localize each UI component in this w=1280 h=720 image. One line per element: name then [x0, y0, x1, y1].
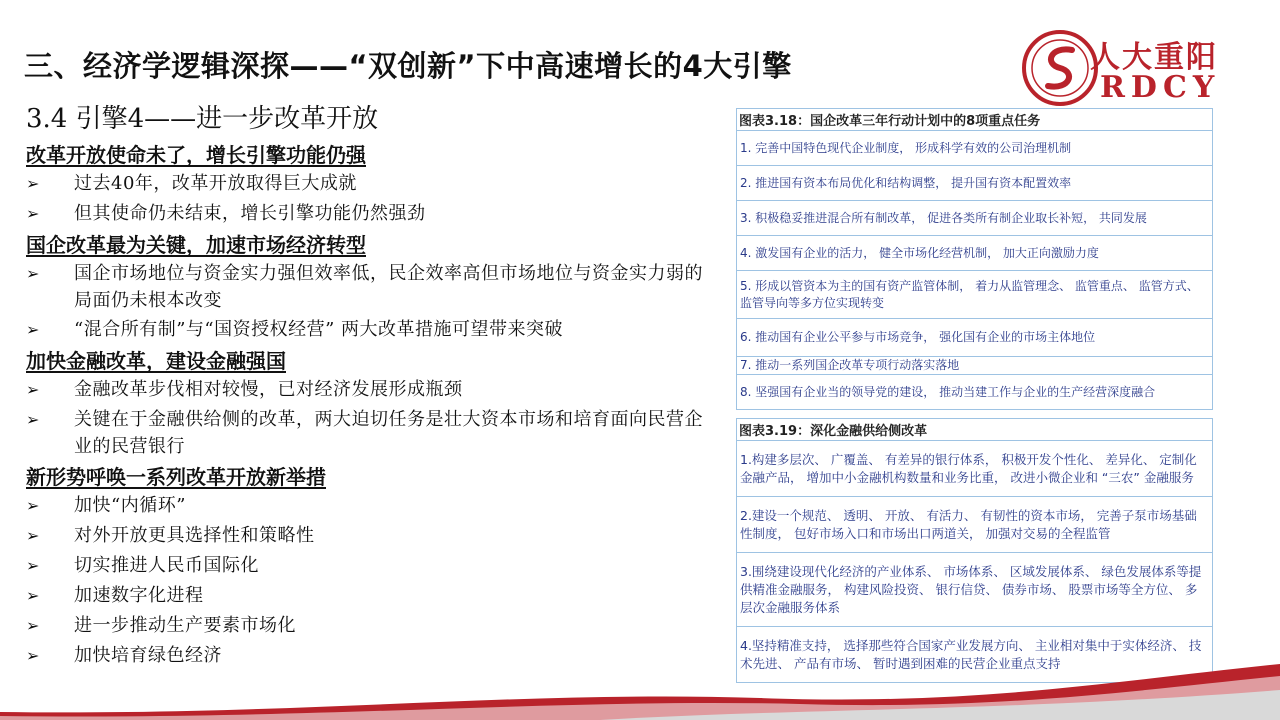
bullet-item: ➢ 过去40年，改革开放取得巨大成就 [26, 170, 706, 200]
slide-title: 三、经济学逻辑深探——“双创新”下中高速增长的4大引擎 [24, 49, 792, 83]
arrow-bullet-icon: ➢ [26, 380, 40, 399]
arrow-bullet-icon: ➢ [26, 320, 40, 339]
section-heading: 新形势呼唤一系列改革开放新举措 [26, 465, 326, 489]
arrow-bullet-icon: ➢ [26, 616, 40, 635]
bullet-item: ➢ 对外开放更具选择性和策略性 [26, 522, 706, 552]
arrow-bullet-icon: ➢ [26, 556, 40, 575]
arrow-bullet-icon: ➢ [26, 264, 40, 283]
arrow-bullet-icon: ➢ [26, 586, 40, 605]
logo-chinese-text: 人大重阳 [1090, 40, 1218, 75]
section-heading: 加快金融改革，建设金融强国 [26, 349, 286, 373]
table-row: 6. 推动国有企业公平参与市场竞争， 强化国有企业的市场主体地位 [737, 318, 1212, 356]
table-row: 4. 激发国有企业的活力， 健全市场化经营机制， 加大正向激励力度 [737, 235, 1212, 270]
footer-wave-decoration [0, 650, 1280, 720]
arrow-bullet-icon: ➢ [26, 410, 40, 429]
table-row: 8. 坚强国有企业当的领导党的建设， 推动当建工作与企业的生产经营深度融合 [737, 374, 1212, 409]
bullet-item: ➢ 金融改革步伐相对较慢，已对经济发展形成瓶颈 [26, 376, 706, 406]
section-heading: 国企改革最为关键，加速市场经济转型 [26, 233, 366, 257]
table-title: 图表3.18：国企改革三年行动计划中的8项重点任务 [737, 109, 1212, 130]
table-row: 3. 积极稳妥推进混合所有制改革， 促进各类所有制企业取长补短， 共同发展 [737, 200, 1212, 235]
bullet-item: ➢ “混合所有制”与“国资授权经营” 两大改革措施可望带来突破 [26, 316, 706, 346]
section-subtitle: 3.4 引擎4——进一步改革开放 [26, 104, 379, 134]
logo-english-text: RDCY [1100, 70, 1221, 105]
bullet-item: ➢ 关键在于金融供给侧的改革，两大迫切任务是壮大资本市场和培育面向民营企业的民营银行 [26, 406, 706, 462]
table-row: 1.构建多层次、 广覆盖、 有差异的银行体系， 积极开发个性化、 差异化、 定制化金融产品， 增加中小金融机构数量和业务比重， 改进小微企业和 “三农” 金融服务 [737, 440, 1212, 496]
financial-reform-table [736, 418, 1213, 683]
bullet-item: ➢ 切实推进人民币国际化 [26, 552, 706, 582]
bullet-item: ➢ 进一步推动生产要素市场化 [26, 612, 706, 642]
bullet-item: ➢ 加速数字化进程 [26, 582, 706, 612]
table-row: 2. 推进国有资本布局优化和结构调整， 提升国有资本配置效率 [737, 165, 1212, 200]
bullet-item: ➢ 但其使命仍未结束，增长引擎功能仍然强劲 [26, 200, 706, 230]
table-title: 图表3.19：深化金融供给侧改革 [737, 419, 1212, 440]
table-row: 2.建设一个规范、 透明、 开放、 有活力、 有韧性的资本市场， 完善子泵市场基础性制度， 包好市场入口和市场出口两道关， 加强对交易的全程监管 [737, 496, 1212, 552]
arrow-bullet-icon: ➢ [26, 496, 40, 515]
section-heading: 改革开放使命未了，增长引擎功能仍强 [26, 143, 366, 167]
arrow-bullet-icon: ➢ [26, 526, 40, 545]
table-row: 5. 形成以管资本为主的国有资产监管体制， 着力从监管理念、 监管重点、 监管方式、 监管导向等多方位实现转变 [737, 270, 1212, 318]
table-row: 3.围绕建设现代化经济的产业体系、 市场体系、 区域发展体系、 绿色发展体系等提供精准金融服务， 构建风险投资、 银行信贷、 债券市场、 股票市场等全方位、 多层次金融服务体系 [737, 552, 1212, 626]
bullet-item: ➢ 国企市场地位与资金实力强但效率低，民企效率高但市场地位与资金实力弱的局面仍未根本改变 [26, 260, 706, 316]
arrow-bullet-icon: ➢ [26, 646, 40, 665]
arrow-bullet-icon: ➢ [26, 174, 40, 193]
bullet-item: ➢ 加快培育绿色经济 [26, 642, 706, 672]
table-row: 4.坚持精准支持， 选择那些符合国家产业发展方向、 主业相对集中于实体经济、 技术先进、 产品有市场、 暂时遇到困难的民营企业重点支持 [737, 626, 1212, 682]
arrow-bullet-icon: ➢ [26, 204, 40, 223]
table-row: 1. 完善中国特色现代企业制度， 形成科学有效的公司治理机制 [737, 130, 1212, 165]
bullet-content [26, 140, 706, 672]
table-row: 7. 推动一系列国企改革专项行动落实落地 [737, 356, 1212, 374]
bullet-item: ➢ 加快“内循环” [26, 492, 706, 522]
soe-reform-table [736, 108, 1213, 410]
